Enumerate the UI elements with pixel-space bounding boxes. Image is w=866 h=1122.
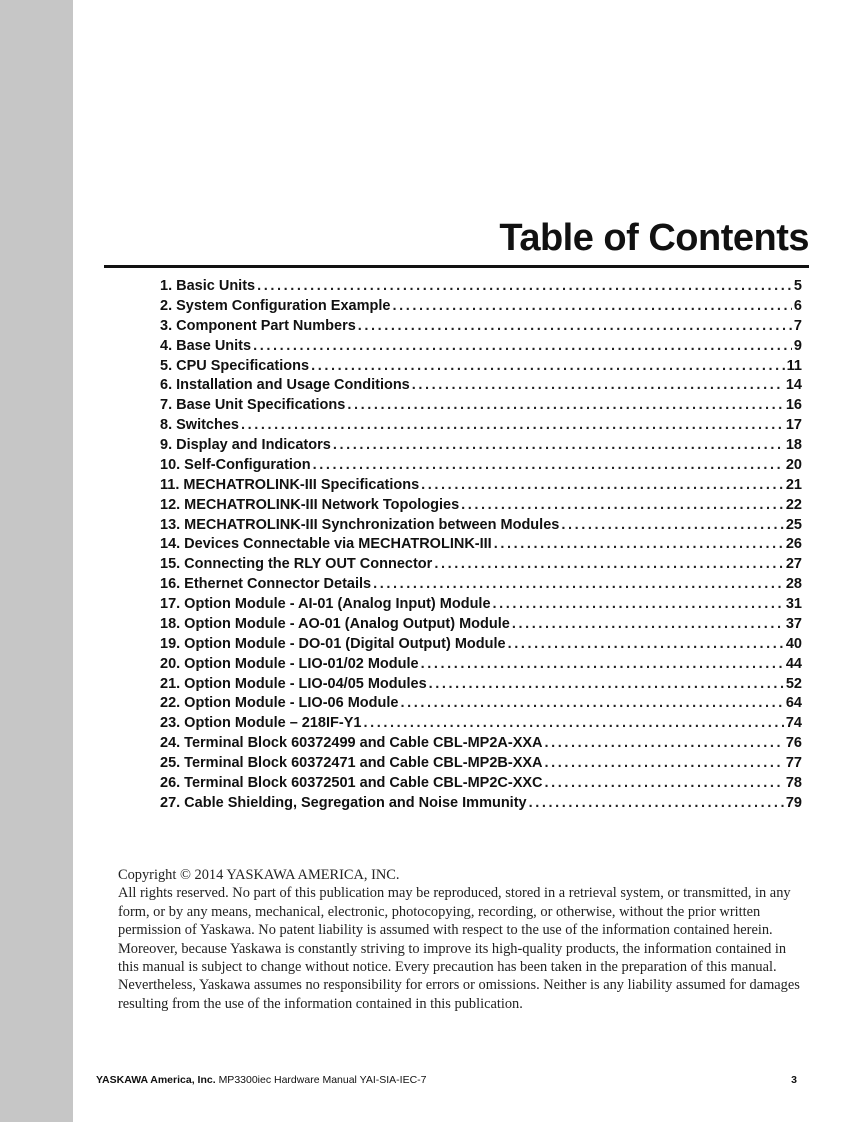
toc-entry-page: 37 [785,615,802,632]
toc-dot-leader [358,318,792,334]
toc-entry[interactable] [160,437,802,457]
toc-dot-leader [241,417,784,433]
toc-entry-page: 25 [785,516,802,533]
toc-entry-title: 20. Option Module - LIO-01/02 Module [160,655,419,672]
toc-entry-title: 2. System Configuration Example [160,297,391,314]
toc-dot-leader [512,616,784,632]
toc-dot-leader [400,695,783,711]
toc-dot-leader [429,676,784,692]
toc-dot-leader [392,298,791,314]
toc-entry[interactable] [160,517,802,537]
toc-entry-title: 4. Base Units [160,337,252,354]
toc-entry-title: 7. Base Unit Specifications [160,397,346,414]
toc-entry[interactable] [160,656,802,676]
toc-dot-leader [561,517,784,533]
toc-entry-page: 16 [785,397,802,414]
toc-entry[interactable] [160,676,802,696]
toc-entry-title: 25. Terminal Block 60372471 and Cable CBL-MP2B-XXA [160,755,543,771]
toc-entry-page: 20 [785,456,802,473]
toc-entry[interactable] [160,358,802,378]
copyright-heading: Copyright © 2014 YASKAWA AMERICA, INC. [118,867,400,883]
toc-entry-page: 44 [785,655,802,672]
toc-entry[interactable] [160,695,802,715]
toc-entry-title: 21. Option Module - LIO-04/05 Modules [160,675,427,692]
copyright-body: All rights reserved. No part of this publication may be reproduced, stored in a retrieval system, or transmitted, in any form, or by any means, mechanical, electronic, photocopying, recording, or otherwise, without the prior written permission of Yaskawa. No patent liability is assumed with respect to the use of the information contained herein. Moreover, because Yaskawa is constantly striving to improve its high-quality products, the information contained in this manual is subject to change without notice. Every precaution has been taken in the preparation of this manual. Nevertheless, Yaskawa assumes no responsibility for errors or omissions. Neither is any liability assumed for damages resulting from the use of the information contained in this publication. [118,885,800,1012]
toc-entry-title: 18. Option Module - AO-01 (Analog Output) Module [160,615,510,632]
toc-entry-title: 23. Option Module – 218IF-Y1 [160,715,362,732]
toc-entry-title: 15. Connecting the RLY OUT Connector [160,556,433,573]
page-margin-band [0,0,73,1122]
toc-entry-page: 5 [793,278,802,294]
toc-entry-title: 26. Terminal Block 60372501 and Cable CBL-MP2C-XXC [160,774,543,791]
toc-entry-title: 3. Component Part Numbers [160,317,356,334]
toc-entry-page: 18 [785,437,802,453]
toc-entry-page: 78 [785,774,802,791]
toc-dot-leader [412,377,784,393]
toc-entry-page: 77 [785,755,802,771]
toc-entry[interactable] [160,477,802,497]
toc-dot-leader [434,556,784,572]
toc-dot-leader [545,735,784,751]
toc-entry-title: 13. MECHATROLINK-III Synchronization between Modules [160,516,560,533]
toc-entry-page: 11 [786,357,802,374]
toc-entry-title: 17. Option Module - AI-01 (Analog Input) Module [160,596,491,612]
footer-manual: MP3300iec Hardware Manual YAI-SIA-IEC-7 [218,1074,427,1086]
toc-entry[interactable] [160,556,802,576]
toc-dot-leader [529,795,784,811]
toc-entry[interactable] [160,795,802,815]
toc-dot-leader [333,437,784,453]
toc-entry[interactable] [160,636,802,656]
toc-entry-page: 28 [785,576,802,593]
toc-dot-leader [373,576,784,592]
toc-entry-title: 5. CPU Specifications [160,357,310,374]
toc-entry[interactable] [160,497,802,517]
toc-entry-page: 27 [785,556,802,573]
toc-entry-page: 40 [785,635,802,652]
toc-dot-leader [508,636,784,652]
toc-list [160,278,802,815]
toc-entry-page: 22 [785,496,802,513]
footer-left [96,1074,427,1086]
toc-dot-leader [313,457,784,473]
toc-entry[interactable] [160,338,802,358]
toc-entry[interactable] [160,735,802,755]
toc-entry-title: 10. Self-Configuration [160,456,311,473]
page-title: Table of Contents [499,217,809,259]
toc-entry-title: 14. Devices Connectable via MECHATROLINK-III [160,536,492,553]
toc-entry-title: 8. Switches [160,417,239,434]
toc-entry[interactable] [160,278,802,298]
toc-dot-leader [493,596,784,612]
toc-entry[interactable] [160,715,802,735]
toc-entry[interactable] [160,397,802,417]
toc-entry-title: 16. Ethernet Connector Details [160,576,372,593]
toc-entry-page: 74 [785,715,802,732]
toc-dot-leader [421,477,784,493]
toc-entry-page: 7 [793,317,802,334]
toc-entry-page: 17 [785,417,802,434]
toc-entry-title: 6. Installation and Usage Conditions [160,377,410,394]
title-divider [104,265,809,268]
toc-entry-page: 31 [785,596,802,612]
toc-entry[interactable] [160,576,802,596]
toc-dot-leader [253,338,792,354]
toc-entry-page: 79 [785,794,802,811]
toc-entry-page: 76 [785,735,802,752]
toc-dot-leader [545,775,784,791]
toc-entry-page: 21 [785,476,802,493]
toc-dot-leader [347,397,784,413]
toc-dot-leader [257,278,792,294]
toc-entry[interactable] [160,755,802,775]
toc-entry-page: 14 [785,377,802,394]
toc-entry-title: 22. Option Module - LIO-06 Module [160,695,399,712]
toc-entry[interactable] [160,377,802,397]
toc-entry[interactable] [160,536,802,556]
toc-entry[interactable] [160,596,802,616]
toc-dot-leader [311,358,785,374]
toc-entry[interactable] [160,318,802,338]
toc-entry-page: 26 [785,536,802,553]
page-footer [96,1074,797,1086]
toc-entry-title: 27. Cable Shielding, Segregation and Noise Immunity [160,794,527,811]
toc-entry[interactable] [160,775,802,795]
toc-dot-leader [421,656,784,672]
toc-dot-leader [461,497,784,513]
footer-company: YASKAWA America, Inc. [96,1074,216,1086]
footer-page-number: 3 [791,1074,797,1086]
toc-dot-leader [494,536,784,552]
toc-entry-title: 19. Option Module - DO-01 (Digital Output) Module [160,635,506,652]
copyright-notice [118,866,810,1013]
toc-entry-page: 52 [785,675,802,692]
toc-entry-page: 64 [785,695,802,712]
toc-dot-leader [363,715,783,731]
toc-entry-title: 12. MECHATROLINK-III Network Topologies [160,496,460,513]
toc-entry-title: 1. Basic Units [160,278,256,294]
toc-entry-page: 9 [793,337,802,354]
toc-entry-page: 6 [793,297,802,314]
toc-entry[interactable] [160,616,802,636]
toc-entry-title: 9. Display and Indicators [160,437,331,453]
toc-entry-title: 11. MECHATROLINK-III Specifications [160,476,420,493]
toc-entry[interactable] [160,417,802,437]
toc-dot-leader [545,755,784,771]
toc-entry[interactable] [160,457,802,477]
toc-entry-title: 24. Terminal Block 60372499 and Cable CBL-MP2A-XXA [160,735,543,752]
toc-entry[interactable] [160,298,802,318]
